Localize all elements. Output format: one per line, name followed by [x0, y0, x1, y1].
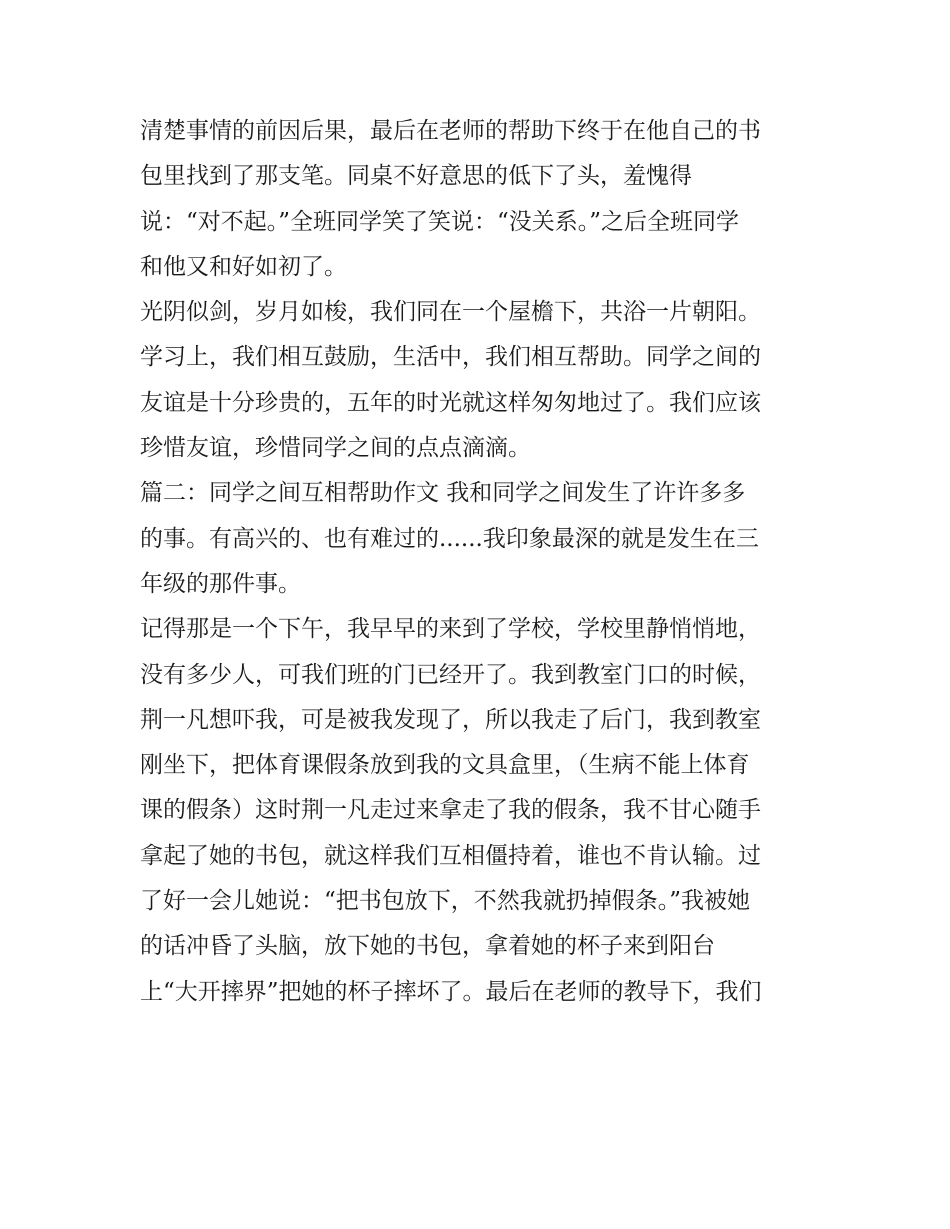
section-heading-line: 篇二：同学之间互相帮助作文 我和同学之间发生了许许多多: [140, 480, 746, 507]
text-line: 说：“对不起。”全班同学笑了笑说：“没关系。”之后全班同学: [140, 208, 740, 235]
text-line: 年级的那件事。: [140, 570, 301, 597]
text-line: 学习上，我们相互鼓励，生活中，我们相互帮助。同学之间的: [140, 344, 761, 371]
text-line: 拿起了她的书包，就这样我们互相僵持着，谁也不肯认输。过: [140, 842, 761, 869]
text-line: 了好一会儿她说：“把书包放下，不然我就扔掉假条。”我被她: [140, 888, 751, 915]
text-line: 的话冲昏了头脑，放下她的书包，拿着她的杯子来到阳台: [140, 933, 715, 960]
text-line: 荆一凡想吓我，可是被我发现了，所以我走了后门，我到教室: [140, 706, 761, 733]
text-line: 清楚事情的前因后果，最后在老师的帮助下终于在他自己的书: [140, 118, 761, 144]
essay-text: [140, 109, 820, 1015]
text-line: 和他又和好如初了。: [140, 253, 347, 280]
text-line: 上“大开摔界”把她的杯子摔坏了。最后在老师的教导下，我们: [140, 978, 762, 1005]
text-line: 的事。有高兴的、也有难过的......我印象最深的就是发生在三: [140, 525, 759, 552]
text-line: 光阴似剑，岁月如梭，我们同在一个屋檐下，共浴一片朝阳。: [140, 299, 761, 326]
text-line: 友谊是十分珍贵的，五年的时光就这样匆匆地过了。我们应该: [140, 389, 761, 416]
text-line: 刚坐下，把体育课假条放到我的文具盒里，（生病不能上体育: [140, 752, 750, 779]
text-line: 记得那是一个下午，我早早的来到了学校，学校里静悄悄地，: [140, 616, 761, 643]
text-line: 珍惜友谊，珍惜同学之间的点点滴滴。: [140, 435, 531, 462]
text-line: 没有多少人，可我们班的门已经开了。我到教室门口的时候，: [140, 661, 761, 688]
text-line: 课的假条）这时荆一凡走过来拿走了我的假条，我不甘心随手: [140, 797, 761, 824]
text-line: 包里找到了那支笔。同桌不好意思的低下了头，羞愧得: [140, 163, 692, 190]
